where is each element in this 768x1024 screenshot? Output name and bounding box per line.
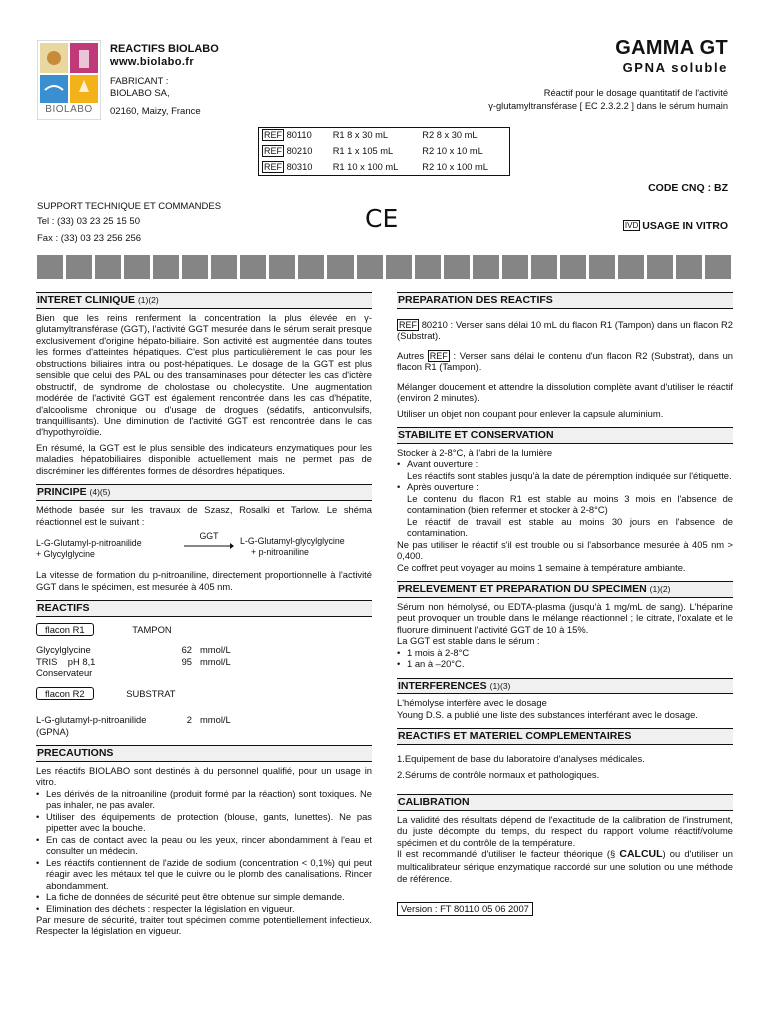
interferences-paragraph-2: Young D.S. a publié une liste des substances interférant avec le dosage. — [397, 708, 698, 720]
ivd-box: IVD — [624, 221, 639, 230]
stabilite-paragraph-1: Stocker à 2-8°C, à l'abri de la lumière — [397, 446, 553, 458]
precautions-paragraph-2: Par mesure de sécurité, traiter tout spécimen comme potentiellement infectieux. Respecter la législation en vigueur. — [36, 914, 372, 937]
reactif-r2-table — [36, 714, 372, 737]
list-item: • Avant ouverture : Les réactifs sont stables jusqu'à la date de péremption indiquée sur l'étiquette. — [397, 458, 733, 481]
interet-paragraph-2: En résumé, la GGT est le plus sensible des indicateurs enzymatiques pour les maladies hépatobiliaires disponible actuellement mais ne permet pas de discréminer les différentes formes de désordres hépatiques. — [36, 441, 372, 476]
description-line-2: γ-glutamyltransférase [ EC 2.3.2.2 ] dans le sérum humain — [488, 101, 728, 112]
reaction-left: L-G-Glutamyl-p-nitroanilide + Glycylglycine — [36, 538, 142, 559]
list-item: • Après ouverture : Le contenu du flacon R1 est stable au moins 3 mois en l'absence de contamination (bien refermer et stocker à 2-8°C) Le réactif de travail est stable au moins 30 jours en l'absence de contamination. — [397, 481, 733, 538]
list-item: • 1 mois à 2-8°C — [397, 647, 733, 658]
reactif-r2 — [36, 687, 372, 700]
reaction-right: L-G-Glutamyl-glycylglycine + p-nitroaniline — [240, 536, 345, 557]
preparation-paragraph-4: Utiliser un objet non coupant pour enlever la capsule aluminium. — [397, 407, 664, 419]
stabilite-list — [397, 458, 733, 538]
ref-code: 80310 — [286, 161, 313, 172]
precautions-paragraph-1: Les réactifs BIOLABO sont destinés à du personnel qualifié, pour un usage in vitro. — [36, 764, 372, 788]
ce-mark-icon: CE — [365, 204, 399, 233]
description-line-1: Réactif pour le dosage quantitatif de l'activité — [543, 88, 728, 98]
ref-table — [258, 127, 510, 176]
ref-box: REF — [264, 145, 282, 156]
ref-code: 80210 — [286, 145, 313, 156]
reactif-r1-table — [36, 644, 372, 678]
ref-r2: R2 10 x 10 mL — [422, 145, 483, 156]
section-header-interferences: INTERFERENCES (1)(3) — [397, 678, 733, 695]
section-header-preparation: PREPARATION DES REACTIFS — [397, 292, 733, 309]
logo-text: BIOLABO — [45, 104, 93, 115]
ivd-text: USAGE IN VITRO — [642, 220, 728, 232]
manufacturer-block — [110, 76, 201, 118]
biolabo-logo — [37, 40, 101, 120]
list-item: • La fiche de données de sécurité peut être obtenue sur simple demande. — [36, 891, 372, 902]
reactif-r2-sub: (GPNA) — [36, 725, 69, 737]
stabilite-paragraph-3: Ce coffret peut voyager au moins 1 semaine à température ambiante. — [397, 561, 686, 573]
section-header-calibration: CALIBRATION — [397, 794, 733, 811]
brand-name: REACTIFS BIOLABO — [110, 43, 219, 55]
prelevement-paragraph-2: La GGT est stable dans le sérum : — [397, 635, 540, 647]
product-subtitle: GPNA soluble — [622, 60, 728, 75]
preparation-paragraph-3: Mélanger doucement et attendre la dissolution complète avant d'utiliser le réactif (environ 2 minutes). — [397, 380, 733, 404]
ivd-label — [623, 220, 728, 233]
ref-r1: R1 1 x 105 mL — [332, 145, 394, 156]
interferences-paragraph-1: L'hémolyse interfère avec le dosage — [397, 697, 547, 709]
list-item: 2.Sérums de contrôle normaux et pathologiques. — [397, 768, 600, 780]
reactif-row: TRIS pH 8,1 95 mmol/L — [36, 655, 231, 667]
list-item: • Les réactifs contiennent de l'azide de sodium (concentration < 0,1%) qui peut réagir avec les métaux tel que le cuivre ou le plomb des canalisations. Rincer abondamment. — [36, 857, 372, 891]
version-label: Version : FT 80110 05 06 2007 — [397, 902, 533, 915]
reaction-scheme — [36, 531, 372, 565]
section-header-interet: INTERET CLINIQUE (1)(2) — [36, 292, 372, 309]
product-description — [488, 87, 728, 114]
code-cnq: CODE CNQ : BZ — [648, 182, 728, 194]
ref-row — [259, 160, 510, 176]
prelevement-paragraph-1: Sérum non hémolysé, ou EDTA-plasma (jusqu'à 1 mg/mL de sang). L'héparine peut provoquer un trouble dans le mélange réactionnel ; le citrate, l'oxalate et le fluorure diminuent l'activité GGT de 10 à 15%. — [397, 600, 733, 635]
list-item: 1.Equipement de base du laboratoire d'analyses médicales. — [397, 753, 645, 765]
fabricant-name: BIOLABO SA, — [110, 88, 170, 100]
ref-box: REF — [264, 161, 282, 172]
list-item: • En cas de contact avec la peau ou les yeux, rincer abondamment à l'eau et consulter un médecin. — [36, 834, 372, 857]
calibration-paragraph-2: Il est recommandé d'utiliser le facteur théorique (§ CALCUL) ou d'utiliser un multicalibrateur sérique enzymatique raccordé sur une solution ou une méthode de référence. — [397, 848, 733, 884]
ref-r2: R2 10 x 100 mL — [422, 161, 488, 172]
ref-box: REF — [264, 130, 282, 141]
reactif-row: L-G-glutamyl-p-nitroanilide 2 mmol/L — [36, 714, 231, 726]
list-item: • Les dérivés de la nitroaniline (produit formé par la réaction) sont toxiques. Ne pas inhaler, ne pas avaler. — [36, 788, 372, 811]
support-tel: Tel : (33) 03 23 25 15 50 — [37, 215, 140, 227]
flacon-r2-label: flacon R2 — [36, 687, 94, 700]
ref-r2: R2 8 x 30 mL — [422, 130, 478, 141]
enzyme-label: GGT — [199, 531, 219, 542]
ref-code: 80110 — [286, 130, 312, 141]
section-header-principe: PRINCIPE (4)(5) — [36, 484, 372, 501]
section-header-materiel: REACTIFS ET MATERIEL COMPLEMENTAIRES — [397, 728, 733, 745]
preparation-paragraph-1: REF 80210 : Verser sans délai 10 mL du flacon R1 (Tampon) dans un flacon R2 (Substrat). — [397, 318, 733, 342]
principe-paragraph-2: La vitesse de formation du p-nitroaniline, directement proportionnelle à l'activité GGT dans le spécimen, est mesurée à 405 nm. — [36, 569, 372, 592]
right-column — [397, 292, 733, 916]
stabilite-paragraph-2: Ne pas utiliser le réactif s'il est trouble ou si l'absorbance mesurée à 405 nm > 0,400. — [397, 538, 733, 562]
interet-paragraph-1: Bien que les reins renferment la concentration la plus élevée en γ-glutamyltransférase (GGT), l'activité GGT mesurée dans le sérum serait presque exclusivement d'origine hépato-biliaire. Son activité est augmentée dans toutes les formes d'atteintes hépatiques. C'est plus particulièrement le cas pour les obstructions biliaires intra ou post-hépatiques. Le dosage de la GGT est plus sensible que celui des PAL ou des transaminases pour détecter les cas d'ictère obstructif, de syndrome de cholostase ou cholecystite. Une augmentation modérée de l'activité GGT est également rencontrée dans les cas d'hépatite, d'alcoolisme chronique ou d'usage de drogues (sédatifs, anticonvulsifs, tranquillisants). Une diminution de l'activité GGT est rencontrée dans le cas d'hypothyroïdie. — [36, 311, 372, 438]
precautions-list — [36, 788, 372, 914]
list-item: • Utiliser des équipements de protection (blouse, gants, lunettes). Ne pas pipetter avec la bouche. — [36, 811, 372, 834]
ref-r1: R1 8 x 30 mL — [332, 130, 388, 141]
reactif-row: Glycylglycine 62 mmol/L — [36, 644, 231, 656]
ref-row — [259, 128, 510, 144]
list-item: • 1 an à –20°C. — [397, 658, 733, 669]
section-header-precautions: PRECAUTIONS — [36, 745, 372, 762]
support-title: SUPPORT TECHNIQUE ET COMMANDES — [37, 201, 222, 212]
principe-paragraph-1: Méthode basée sur les travaux de Szasz, Rosalki et Tarlow. Le shéma réactionnel est le suivant : — [36, 504, 372, 527]
reactif-row: Conservateur — [36, 667, 93, 679]
support-block — [37, 200, 221, 247]
flacon-r1-label: flacon R1 — [36, 623, 94, 636]
section-header-reactifs: REACTIFS — [36, 600, 372, 617]
prelevement-list — [397, 647, 733, 670]
product-title: GAMMA GT — [615, 37, 728, 59]
brand-url[interactable]: www.biolabo.fr — [110, 56, 195, 68]
support-fax: Fax : (33) 03 23 256 256 — [37, 233, 142, 245]
preparation-paragraph-2: Autres REF : Verser sans délai le contenu d'un flacon R2 (Substrat), dans un flacon R1 (Tampon). — [397, 349, 733, 373]
flacon-r2-name: SUBSTRAT — [126, 687, 176, 699]
reactif-r1 — [36, 623, 372, 636]
list-item: • Elimination des déchets : respecter la législation en vigueur. — [36, 903, 372, 914]
fabricant-address: 02160, Maizy, France — [110, 105, 201, 117]
calibration-paragraph-1: La validité des résultats dépend de l'exactitude de la calibration de l'instrument, du juste décompte du temps, du respect du rapport volume réactif/volume spécimen et du contrôle de la température. — [397, 813, 733, 848]
fabricant-label: FABRICANT : — [110, 76, 169, 87]
ref-row — [259, 144, 510, 160]
flacon-r1-name: TAMPON — [132, 623, 172, 635]
section-header-stabilite: STABILITE ET CONSERVATION — [397, 427, 733, 444]
ref-r1: R1 10 x 100 mL — [332, 161, 399, 172]
section-header-prelevement: PRELEVEMENT ET PREPARATION DU SPECIMEN (1)(2) — [397, 581, 733, 598]
left-column — [36, 292, 372, 937]
reaction-arrow — [184, 531, 234, 552]
gray-band — [37, 255, 731, 279]
